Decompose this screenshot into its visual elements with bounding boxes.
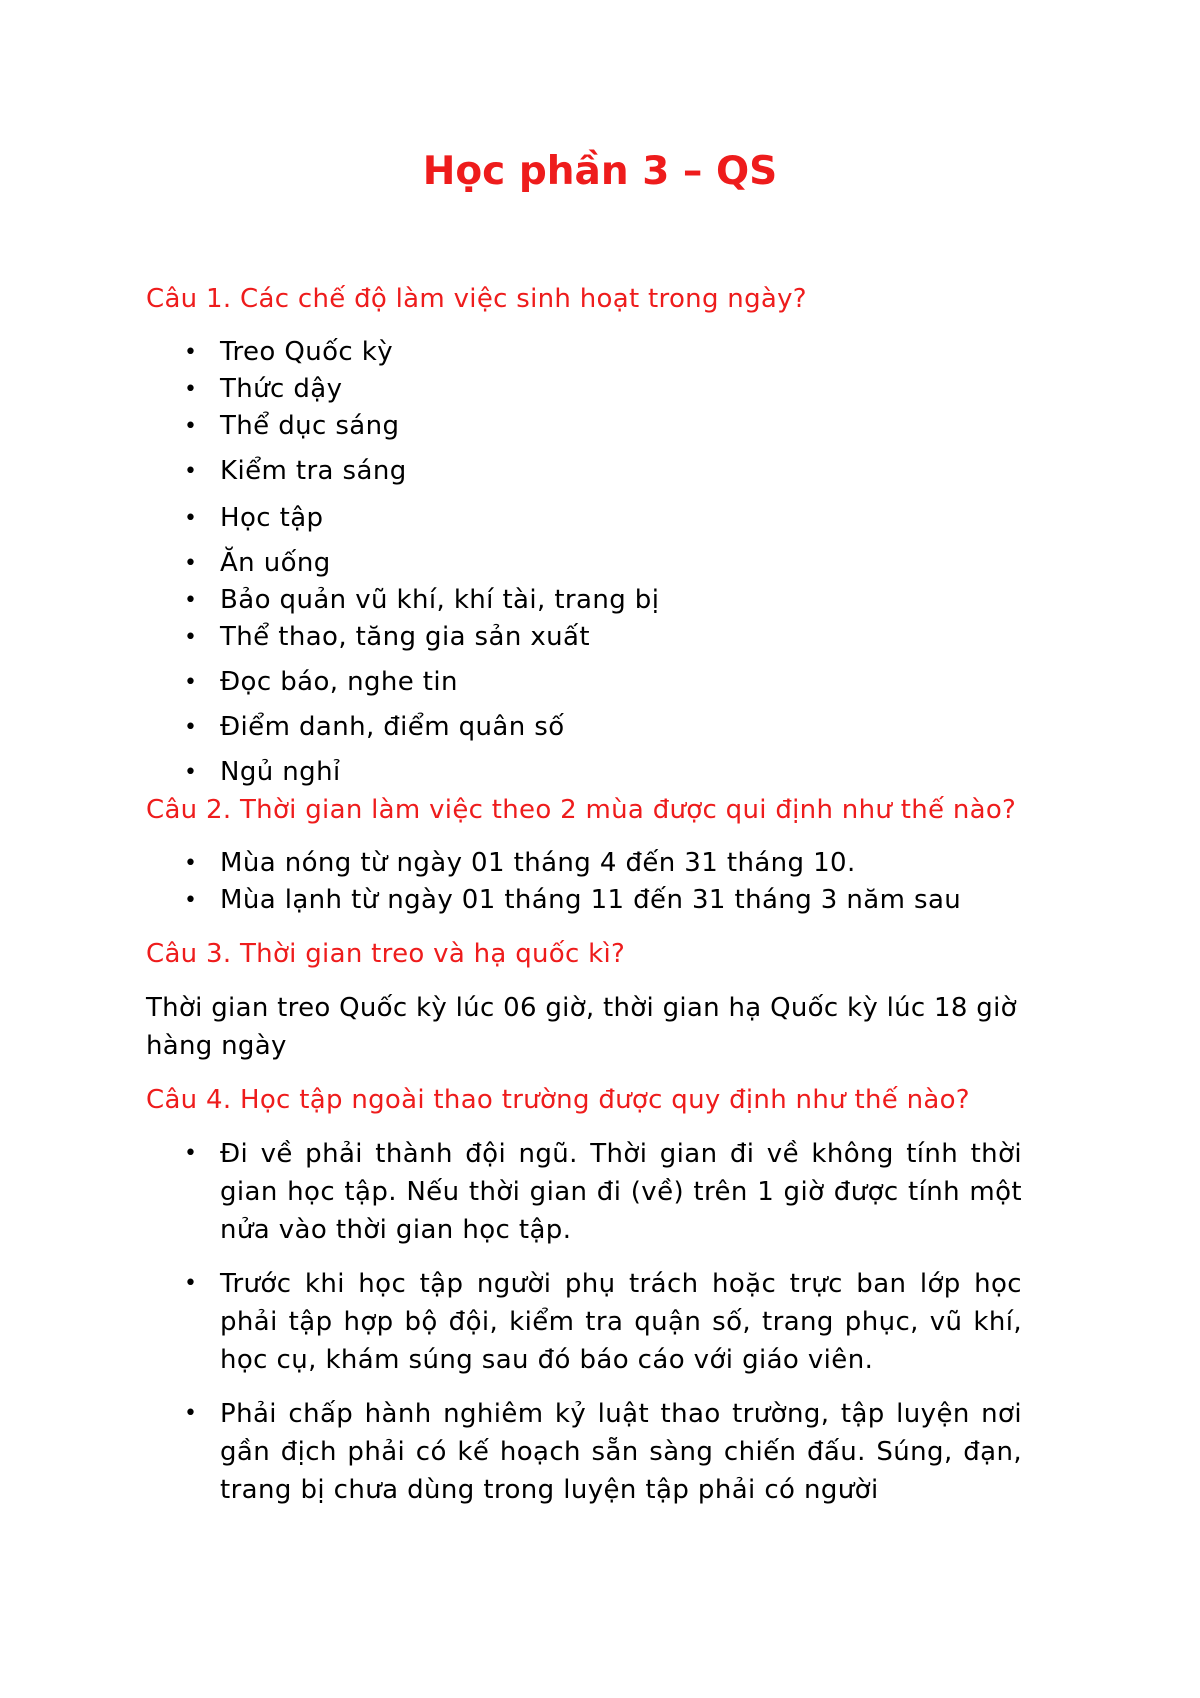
bullet-icon: • <box>184 506 198 531</box>
question-1-list <box>146 334 1026 791</box>
bullet-icon: • <box>184 851 198 876</box>
list-item: • Bảo quản vũ khí, khí tài, trang bị <box>146 582 1026 619</box>
bullet-icon: • <box>184 888 198 913</box>
list-item: • Ngủ nghỉ <box>146 754 1026 791</box>
list-item: • Học tập <box>146 500 1026 537</box>
list-item: • Mùa nóng từ ngày 01 tháng 4 đến 31 tháng 10. <box>146 845 1026 882</box>
list-item: • Kiểm tra sáng <box>146 453 1026 490</box>
list-item: • Ăn uống <box>146 545 1026 582</box>
bullet-icon: • <box>184 414 198 439</box>
list-item: • Thể dục sáng <box>146 408 1026 445</box>
bullet-icon: • <box>184 377 198 402</box>
list-item: • Thức dậy <box>146 371 1026 408</box>
bullet-icon: • <box>184 670 198 695</box>
bullet-icon: • <box>184 625 198 650</box>
question-2-list <box>146 845 1026 919</box>
bullet-icon: • <box>184 1271 198 1296</box>
question-3-heading: Câu 3. Thời gian treo và hạ quốc kì? <box>146 939 626 969</box>
question-4-list <box>146 1135 1026 1509</box>
list-item: • Thể thao, tăng gia sản xuất <box>146 619 1026 656</box>
bullet-icon: • <box>184 1141 198 1166</box>
document-body <box>146 280 1026 1509</box>
question-2-heading: Câu 2. Thời gian làm việc theo 2 mùa được qui định như thế nào? <box>146 795 1017 825</box>
list-item: • Trước khi học tập người phụ trách hoặc trực ban lớp học phải tập hợp bộ đội, kiểm tra quận số, trang phục, vũ khí, học cụ, khám súng sau đó báo cáo với giáo viên. <box>146 1265 1026 1379</box>
list-item: • Treo Quốc kỳ <box>146 334 1026 371</box>
list-item: • Điểm danh, điểm quân số <box>146 709 1026 746</box>
list-item: • Mùa lạnh từ ngày 01 tháng 11 đến 31 tháng 3 năm sau <box>146 882 1026 919</box>
list-item: • Phải chấp hành nghiêm kỷ luật thao trường, tập luyện nơi gần địch phải có kế hoạch sẵn sàng chiến đấu. Súng, đạn, trang bị chưa dùng trong luyện tập phải có người <box>146 1395 1026 1509</box>
bullet-icon: • <box>184 588 198 613</box>
bullet-icon: • <box>184 1401 198 1426</box>
list-item: • Đọc báo, nghe tin <box>146 664 1026 701</box>
bullet-icon: • <box>184 551 198 576</box>
question-3-answer: Thời gian treo Quốc kỳ lúc 06 giờ, thời gian hạ Quốc kỳ lúc 18 giờ hàng ngày <box>146 993 1017 1061</box>
document-title: Học phần 3 – QS <box>422 149 778 194</box>
bullet-icon: • <box>184 340 198 365</box>
question-4-heading: Câu 4. Học tập ngoài thao trường được quy định như thế nào? <box>146 1085 970 1115</box>
bullet-icon: • <box>184 760 198 785</box>
bullet-icon: • <box>184 715 198 740</box>
list-item: • Đi về phải thành đội ngũ. Thời gian đi về không tính thời gian học tập. Nếu thời gian đi (về) trên 1 giờ được tính một nửa vào thời gian học tập. <box>146 1135 1026 1249</box>
question-1-heading: Câu 1. Các chế độ làm việc sinh hoạt trong ngày? <box>146 284 807 314</box>
bullet-icon: • <box>184 459 198 484</box>
